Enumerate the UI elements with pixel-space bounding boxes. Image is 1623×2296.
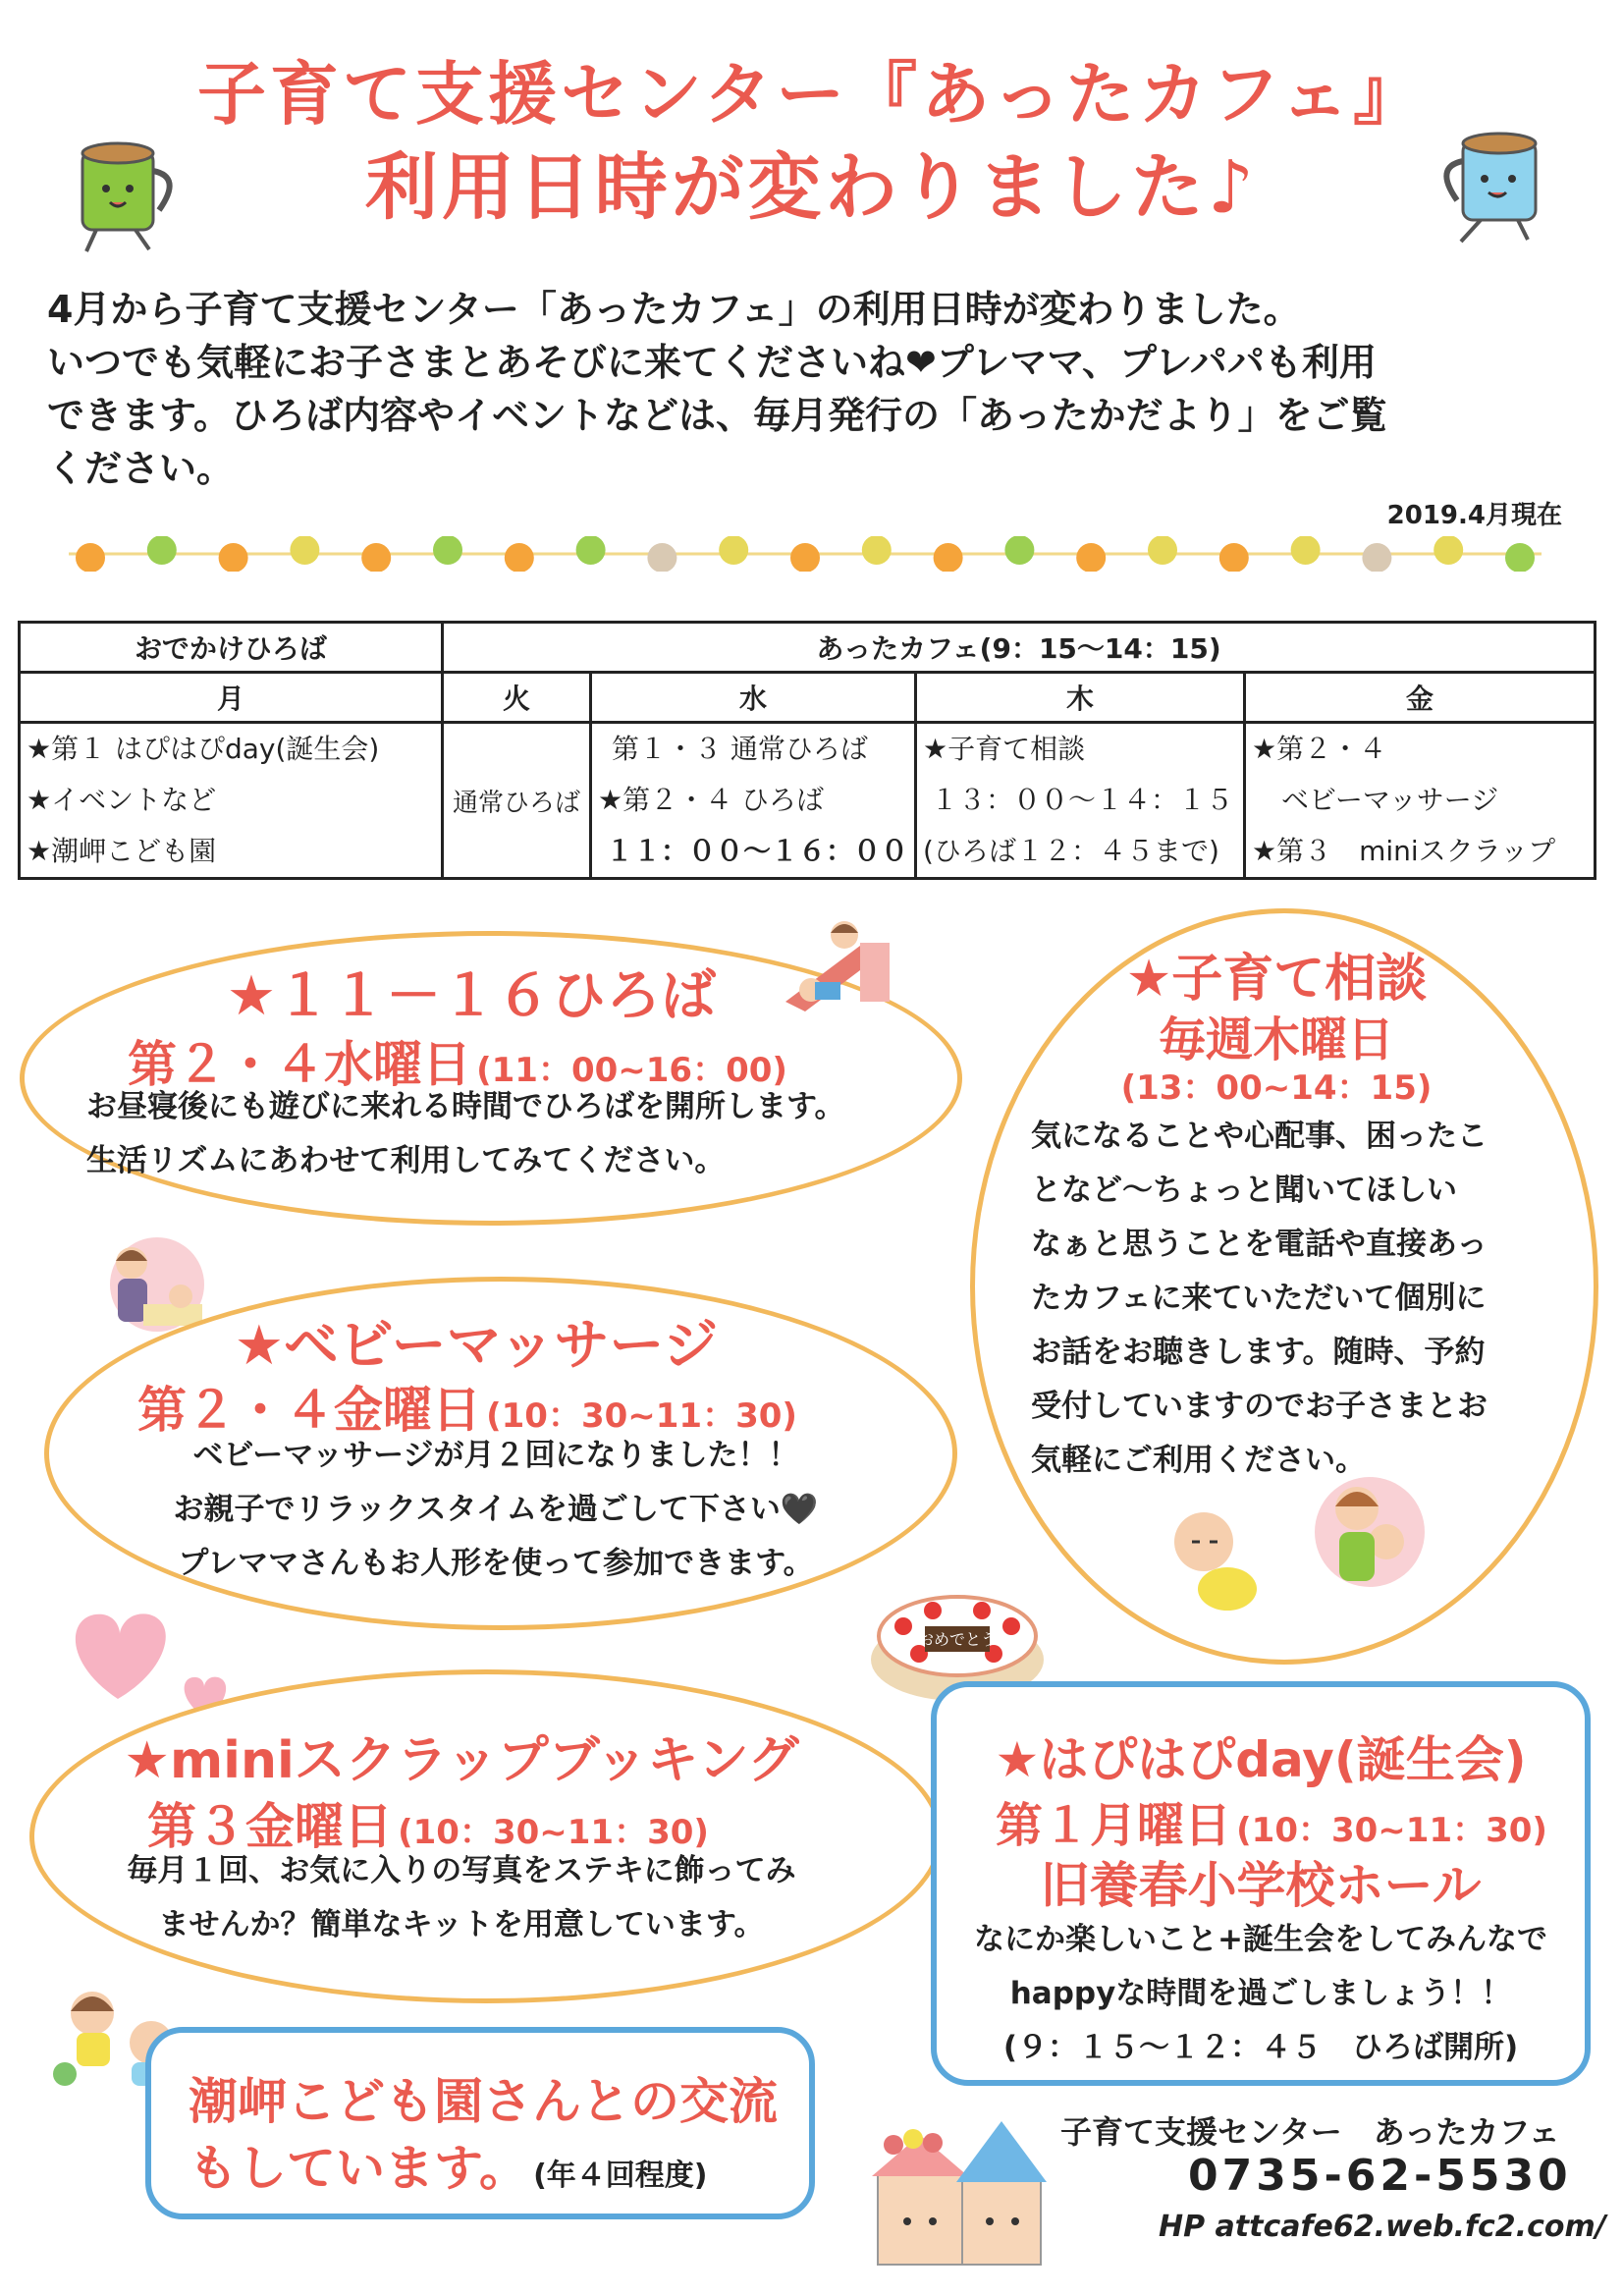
divider-dot xyxy=(1362,543,1391,572)
thu-cell xyxy=(916,723,1245,879)
divider-dot xyxy=(290,536,319,565)
divider-dot xyxy=(862,536,892,565)
day-wed: 水 xyxy=(591,673,916,723)
soudan-line: となど～ちょっと聞いてほしい xyxy=(1031,1173,1457,1208)
mon-cell xyxy=(20,723,443,879)
cell-text: (ひろば１２：４５まで) xyxy=(923,835,1219,867)
page-title-line2: 利用日時が変わりました♪ xyxy=(364,145,1259,230)
scrap-line: ませんか？簡単なキットを用意しています。 xyxy=(158,1907,765,1942)
divider-dot xyxy=(719,536,748,565)
divider-dot xyxy=(1434,536,1463,565)
baby-illustration xyxy=(1159,1503,1267,1620)
happy-place: 旧養春小学校ホール xyxy=(1040,1857,1482,1914)
kodomoen-line: もしています。 xyxy=(189,2140,528,2197)
footer-hp-link[interactable]: HP attcafe62.web.fc2.com/ xyxy=(1159,2210,1606,2244)
kodomoen-line: 潮岬こども園さんとの交流 xyxy=(189,2073,778,2130)
intro-line: ください。 xyxy=(47,447,235,490)
soudan-title: ★子育て相談 xyxy=(1125,950,1428,1009)
cell-text: ★子育て相談 xyxy=(923,733,1086,765)
divider-dot xyxy=(576,536,606,565)
cake-text: おめでとう xyxy=(917,1630,998,1649)
children-slide-illustration xyxy=(776,913,913,1021)
day-tue: 火 xyxy=(443,673,591,723)
soudan-line: お話をお聴きします。随時、予約 xyxy=(1031,1335,1486,1370)
day-thu: 木 xyxy=(916,673,1245,723)
soudan-line: 気になることや心配事、困ったこ xyxy=(1031,1119,1488,1154)
tue-cell: 通常ひろば xyxy=(443,723,591,879)
green-mug-character-icon xyxy=(69,137,206,265)
kodomoen-line2-row xyxy=(189,2129,708,2200)
soudan-line: 気軽にご利用ください。 xyxy=(1031,1443,1366,1478)
wed-cell xyxy=(591,723,916,879)
hiroba-line: お昼寝後にも遊びに来れる時間でひろばを開所します。 xyxy=(86,1089,845,1124)
scrap-title: ★miniスクラップブッキング xyxy=(124,1731,799,1790)
happy-line: (９：１５～１２：４５ ひろば開所) xyxy=(1002,2030,1519,2065)
intro-line: できます。ひろば内容やイベントなどは、毎月発行の「あったかだより」をご覧 xyxy=(47,394,1387,437)
divider-dot xyxy=(361,543,391,572)
cell-text: ★第３ miniスクラップ xyxy=(1252,835,1556,867)
soudan-body xyxy=(1031,1110,1488,1488)
day-fri: 金 xyxy=(1245,673,1596,723)
schedule-table xyxy=(18,621,1596,880)
fri-cell xyxy=(1245,723,1596,879)
cell-text: ★イベントなど xyxy=(27,784,217,816)
divider-dot xyxy=(1219,543,1249,572)
divider-dot xyxy=(1004,536,1034,565)
divider-dot xyxy=(647,543,676,572)
divider-dot xyxy=(505,543,534,572)
divider-dot xyxy=(1148,536,1177,565)
massage-time: (10：30~11：30) xyxy=(486,1396,797,1436)
footer-phone: 0735-62-5530 xyxy=(1188,2151,1572,2201)
cell-text: ★潮岬こども園 xyxy=(27,835,217,867)
scrap-time: (10：30~11：30) xyxy=(398,1813,709,1852)
happy-title: ★はぴはぴday(誕生会) xyxy=(995,1731,1527,1788)
divider-dot xyxy=(1076,543,1106,572)
divider-dot xyxy=(76,543,105,572)
happy-time: (10：30~11：30) xyxy=(1236,1811,1547,1850)
massage-title: ★ベビーマッサージ xyxy=(234,1314,719,1378)
hiroba-title: ★１１－１６ひろば xyxy=(226,964,717,1028)
soudan-time: (13：00~14：15) xyxy=(1120,1068,1433,1108)
day-mon: 月 xyxy=(20,673,443,723)
cell-text: ★第２・４ xyxy=(1252,733,1387,765)
mother-child-illustration xyxy=(1306,1473,1434,1611)
divider-dot xyxy=(1505,543,1535,572)
cell-text: ★第１ はぴはぴday(誕生会) xyxy=(27,733,380,765)
kodomoen-note: (年４回程度) xyxy=(533,2159,708,2193)
divider-dot xyxy=(147,536,177,565)
cell-text: １１：００～１６：００ xyxy=(606,835,909,867)
blue-mug-character-icon xyxy=(1424,128,1571,255)
scrap-day: 第３金曜日 xyxy=(147,1798,393,1855)
hiroba-day: 第２・４水曜日 xyxy=(128,1036,471,1093)
happy-line: なにか楽しいこと+誕生会をしてみんなで xyxy=(974,1922,1547,1957)
cell-text: ベビーマッサージ xyxy=(1281,784,1499,816)
divider-dot xyxy=(219,543,248,572)
massage-day: 第２・４金曜日 xyxy=(137,1382,481,1439)
soudan-line: なぁと思うことを電話や直接あっ xyxy=(1031,1227,1488,1262)
intro-line: いつでも気軽にお子さまとあそびに来てくださいね❤プレママ、プレパパも利用 xyxy=(47,341,1377,384)
cell-text: １３：００～１４：１５ xyxy=(931,784,1234,816)
soudan-day: 毎週木曜日 xyxy=(1158,1012,1394,1067)
schedule-header-left: おでかけひろば xyxy=(20,623,443,673)
soudan-line: 受付していますのでお子さまとお xyxy=(1031,1389,1488,1424)
divider-dot xyxy=(790,543,820,572)
date-note: 2019.4月現在 xyxy=(1386,501,1562,530)
hiroba-time: (11：00~16：00) xyxy=(476,1051,787,1090)
intro-line: 4月から子育て支援センター「あったカフェ」の利用日時が変わりました。 xyxy=(47,288,1301,331)
soudan-line: たカフェに来ていただいて個別に xyxy=(1031,1281,1487,1316)
page-title-line1: 子育て支援センター『あったカフェ』 xyxy=(197,54,1426,135)
schedule-header-right: あったカフェ(9：15～14：15) xyxy=(443,623,1596,673)
happy-day: 第１月曜日 xyxy=(996,1798,1232,1853)
massage-line: お親子でリラックスタイムを過ごして下さい🖤 xyxy=(173,1492,819,1527)
scrap-line: 毎月１回、お気に入りの写真をステキに飾ってみ xyxy=(127,1853,796,1888)
happy-schedule xyxy=(952,1787,1591,1855)
happy-line: happyな時間を過ごしましょう！！ xyxy=(1009,1976,1512,2011)
divider-dot xyxy=(934,543,963,572)
hiroba-line: 生活リズムにあわせて利用してみてください。 xyxy=(86,1143,726,1178)
divider-dot xyxy=(1291,536,1321,565)
massage-line: プレママさんもお人形を使って参加できます。 xyxy=(178,1546,814,1581)
footer-name: 子育て支援センター あったカフェ xyxy=(1060,2113,1560,2151)
cell-text: ★第２・４ ひろば xyxy=(598,784,825,816)
massage-line: ベビーマッサージが月２回になりました！！ xyxy=(192,1438,799,1473)
house-characters-illustration xyxy=(864,2111,1051,2269)
divider-dot xyxy=(433,536,462,565)
dotted-divider xyxy=(69,536,1542,572)
cell-text: 第１・３ 通常ひろば xyxy=(612,733,868,765)
